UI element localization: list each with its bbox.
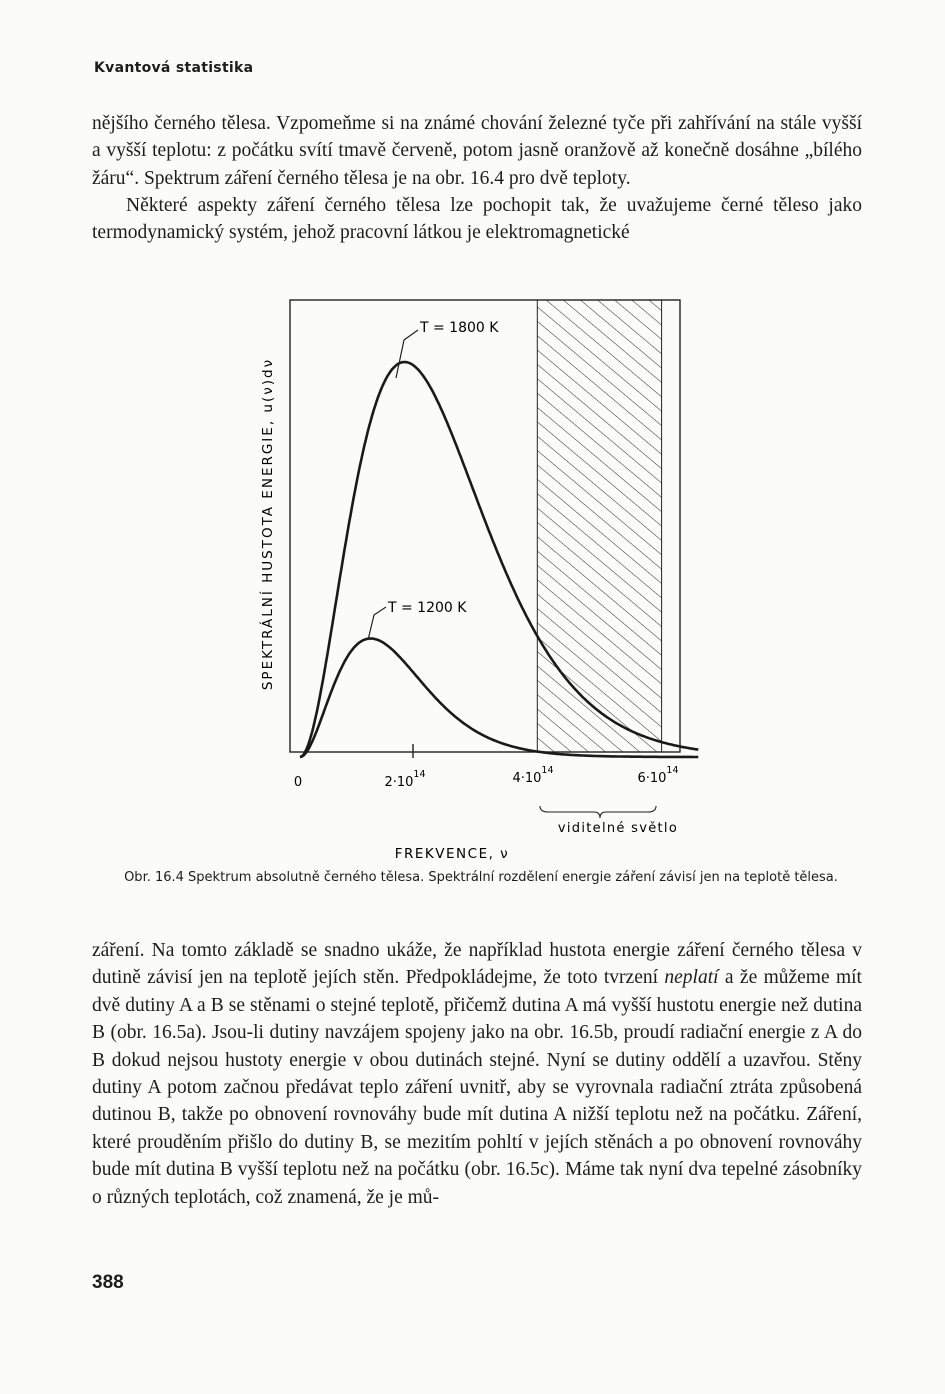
intro-text xyxy=(92,110,862,246)
body-paragraph: záření. Na tomto základě se snadno ukáže, že například hustota energie záření černého tělesa v dutině závisí jen na teplotě jejích stěn. Předpokládejme, že toto tvrzení neplatí a že můžeme mít dvě dutiny A a B se stěnami o stejné teplotě, přičemž dutina A má vyšší hustotu energie než dutina B (obr. 16.5a). Jsou-li dutiny navzájem spojeny jako na obr. 16.5b, proudí radiační energie z A do B dokud nejsou hustoty energie v obou dutinách stejné. Nyní se dutiny oddělí a uzavřou. Stěny dutiny A potom začnou předávat teplo záření uvnitř, aby se vyrovnala radiační ztráta způsobená dutinou B, takže po obnovení rovnováhy bude mít dutina A nižší teplotu než na počátku. Záření, které prouděním přišlo do dutiny B, se mezitím pohltí v jejích stěnách a po obnovení rovnováhy bude mít dutina B vyšší teplotu než na počátku (obr. 16.5c). Máme tak nyní dva tepelné zásobníky o různých teplotách, což znamená, že je mů- xyxy=(92,940,862,1208)
series-label-T1800: T = 1800 K xyxy=(420,320,499,336)
intro-paragraph-2: Některé aspekty záření černého tělesa lze pochopit tak, že uvažujeme černé těleso jako termodynamický systém, jehož pracovní látkou je elektromagnetické xyxy=(92,194,862,244)
y-axis-label: SPEKTRÁLNÍ HUSTOTA ENERGIE, u(ν)dν xyxy=(260,357,276,691)
intro-paragraph-1: nějšího černého tělesa. Vzpomeňme si na známé chování železné tyče při zahřívání na stále vyšší a vyšší teplotu: z počátku svítí tmavě červeně, potom jasně oranžově až konečně dosáhne „bílého žáru“. Spektrum záření černého tělesa je na obr. 16.4 pro dvě teploty. xyxy=(92,113,862,189)
series-label-leader-T1200 xyxy=(368,607,386,640)
x-tick-label-0: 0 xyxy=(293,775,303,790)
series-label-T1200: T = 1200 K xyxy=(388,600,467,616)
figure-caption: Obr. 16.4 Spektrum absolutně černého tělesa. Spektrální rozdělení energie záření závisí jen na teplotě tělesa. xyxy=(124,870,838,885)
series-curve-T1800 xyxy=(300,362,698,757)
emphasis-neplati: neplatí xyxy=(664,967,719,989)
running-header: Kvantová statistika xyxy=(94,60,254,76)
x-tick-label-2e14: $2\cdot 10^{14}$ xyxy=(384,769,426,790)
series-label-leader-T1800 xyxy=(396,330,418,378)
plot-frame xyxy=(290,300,680,752)
series-curve-T1200 xyxy=(300,639,698,758)
body-text xyxy=(92,937,862,1211)
visible-light-region xyxy=(537,300,661,752)
x-tick-label-4e14: $4\cdot 10^{14}$ xyxy=(512,765,554,786)
page-number: 388 xyxy=(92,1272,124,1293)
visible-light-brace xyxy=(540,806,656,818)
visible-light-label: viditelné světlo xyxy=(557,821,679,836)
x-tick-label-6e14: $6\cdot 10^{14}$ xyxy=(637,765,679,786)
x-axis-label: FREKVENCE, ν xyxy=(394,846,510,862)
